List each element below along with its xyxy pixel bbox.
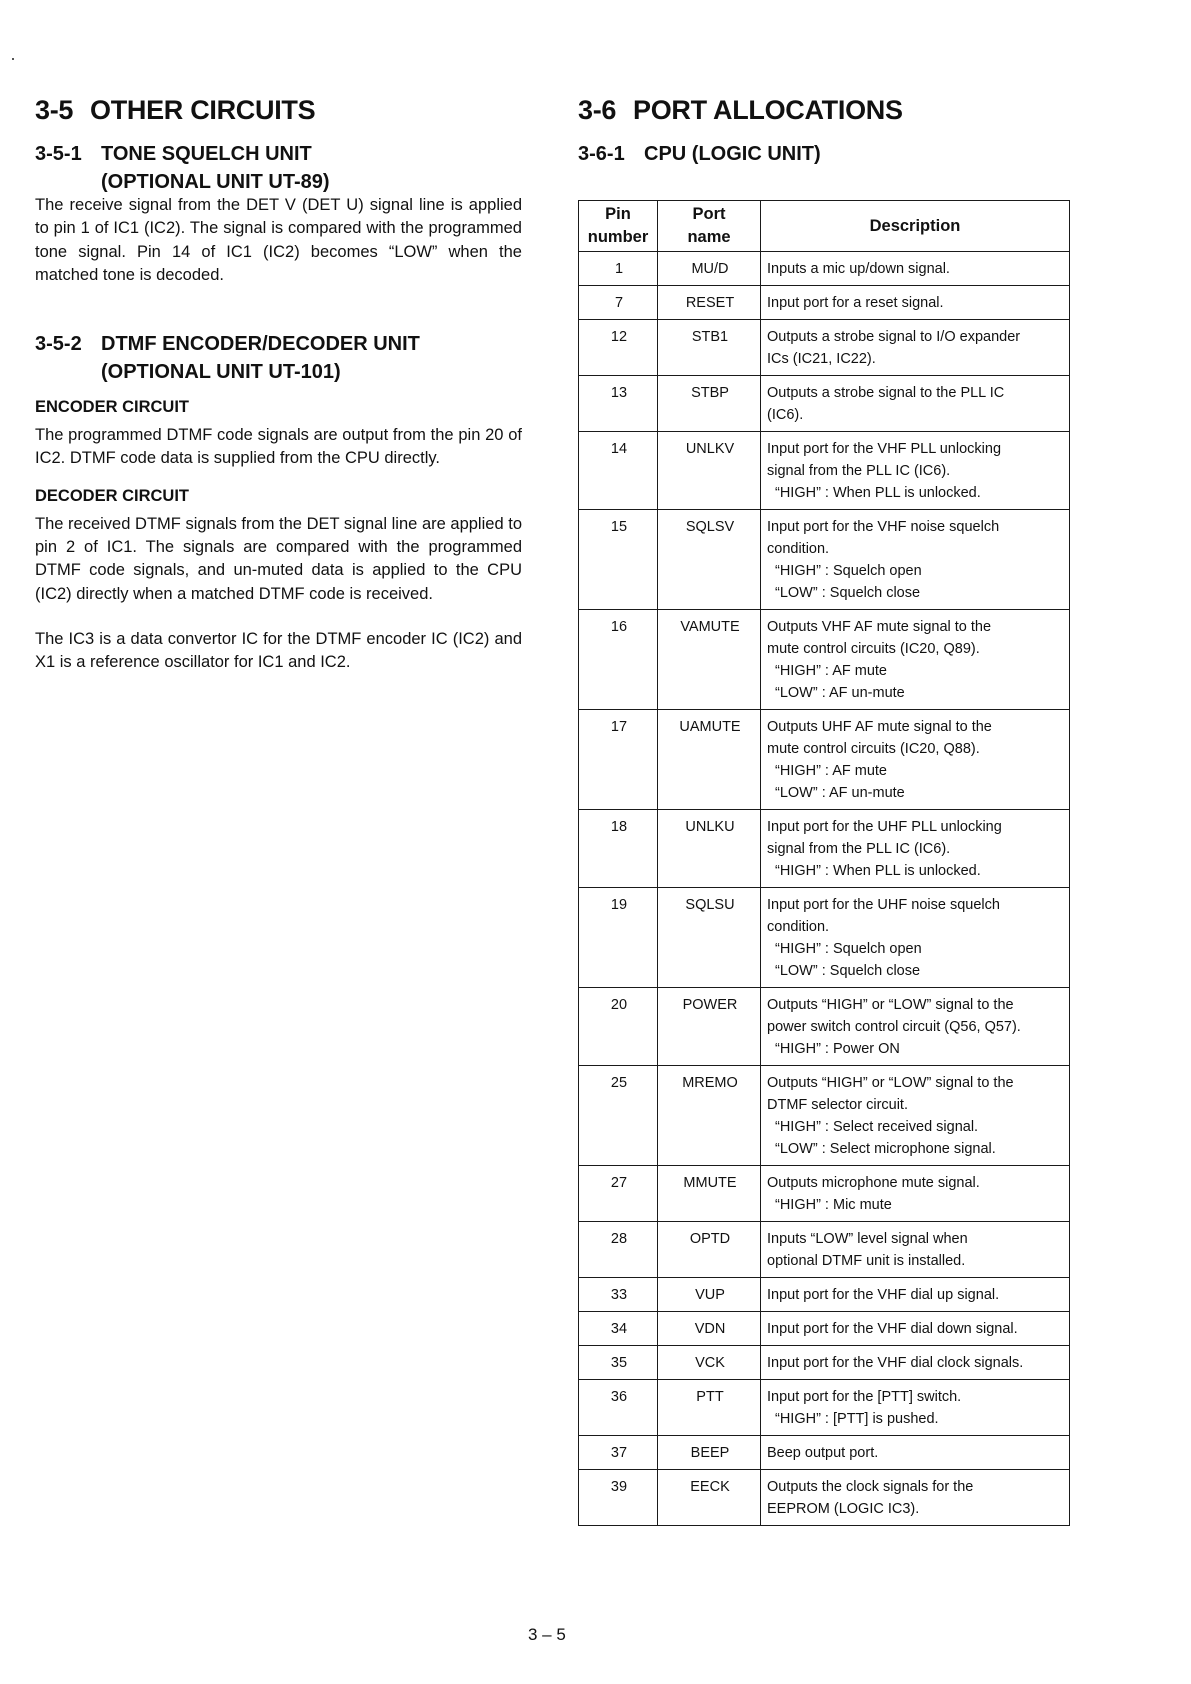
description-line: Outputs the clock signals for the — [767, 1479, 974, 1495]
table-row — [579, 1278, 1070, 1312]
description-line: “HIGH” : When PLL is unlocked. — [775, 863, 981, 879]
subsection-number: 3-5-1 — [35, 143, 82, 165]
port-name-cell: PTT — [658, 1380, 761, 1436]
table-row — [579, 1346, 1070, 1380]
description-line: Beep output port. — [767, 1445, 879, 1461]
description-line: condition. — [767, 919, 830, 935]
description-line: Outputs a strobe signal to the PLL IC — [767, 385, 1005, 401]
pin-number-cell: 39 — [579, 1470, 658, 1526]
description-line: optional DTMF unit is installed. — [767, 1253, 966, 1269]
description-line: mute control circuits (IC20, Q88). — [767, 741, 980, 757]
description-line: Input port for the VHF dial down signal. — [767, 1321, 1018, 1337]
port-name-cell: UAMUTE — [658, 710, 761, 810]
header-pin-line1: Pin — [605, 205, 631, 223]
description-line: Input port for a reset signal. — [767, 295, 944, 311]
port-name-cell: BEEP — [658, 1436, 761, 1470]
ic3-text: The IC3 is a data convertor IC for the DTMF encoder IC (IC2) and X1 is a reference oscillator for IC1 and IC2. — [35, 629, 522, 672]
description-line: Inputs “LOW” level signal when — [767, 1231, 968, 1247]
table-body — [579, 252, 1070, 1526]
table-row — [579, 1436, 1070, 1470]
cpu-heading — [578, 140, 1078, 168]
table-row — [579, 1380, 1070, 1436]
description-cell — [761, 1312, 1070, 1346]
dtmf-section — [35, 330, 522, 674]
description-line: EEPROM (LOGIC IC3). — [767, 1501, 920, 1517]
header-description: Description — [761, 201, 1070, 252]
table-row — [579, 432, 1070, 510]
description-cell — [761, 1470, 1070, 1526]
header-port-line1: Port — [692, 205, 726, 223]
section-heading-other-circuits — [35, 95, 522, 126]
subsection-title: DTMF ENCODER/DECODER UNIT — [101, 333, 420, 356]
description-line: “LOW” : Select microphone signal. — [775, 1141, 996, 1157]
pin-number-cell: 36 — [579, 1380, 658, 1436]
tone-squelch-text: The receive signal from the DET V (DET U) signal line is applied to pin 1 of IC1 (IC2). The signal is compared with the programmed tone signal. Pin 14 of IC1 (IC2) becomes “LOW” when the matched tone is decoded. — [35, 196, 522, 284]
port-name-cell: MREMO — [658, 1066, 761, 1166]
description-line: Outputs VHF AF mute signal to the — [767, 619, 992, 635]
table-row — [579, 988, 1070, 1066]
description-line: “HIGH” : [PTT] is pushed. — [775, 1411, 939, 1427]
section-title: PORT ALLOCATIONS — [633, 95, 903, 125]
table-row — [579, 1166, 1070, 1222]
description-cell — [761, 710, 1070, 810]
port-name-cell: UNLKU — [658, 810, 761, 888]
port-name-cell: STB1 — [658, 320, 761, 376]
description-line: Input port for the VHF PLL unlocking — [767, 441, 1002, 457]
description-line: “HIGH” : Select received signal. — [775, 1119, 979, 1135]
port-name-cell: VCK — [658, 1346, 761, 1380]
description-line: “HIGH” : AF mute — [775, 663, 887, 679]
table-row — [579, 1066, 1070, 1166]
subsection-title: TONE SQUELCH UNIT — [101, 143, 312, 165]
description-cell — [761, 510, 1070, 610]
section-number: 3-5 — [35, 95, 74, 125]
encoder-heading: ENCODER CIRCUIT — [35, 398, 190, 417]
description-line: “LOW” : AF un-mute — [775, 685, 905, 701]
tone-squelch-heading — [35, 140, 522, 196]
decoder-heading: DECODER CIRCUIT — [35, 486, 190, 505]
description-line: Input port for the [PTT] switch. — [767, 1389, 962, 1405]
table-row — [579, 1470, 1070, 1526]
description-line: signal from the PLL IC (IC6). — [767, 463, 951, 479]
port-name-cell: VDN — [658, 1312, 761, 1346]
description-line: Input port for the VHF dial up signal. — [767, 1287, 1000, 1303]
table-row — [579, 710, 1070, 810]
description-cell — [761, 988, 1070, 1066]
table-row — [579, 320, 1070, 376]
pin-number-cell: 15 — [579, 510, 658, 610]
port-name-cell: SQLSU — [658, 888, 761, 988]
description-line: Input port for the VHF dial clock signals. — [767, 1355, 1024, 1371]
description-cell — [761, 252, 1070, 286]
description-cell — [761, 1066, 1070, 1166]
pin-number-cell: 28 — [579, 1222, 658, 1278]
table-row — [579, 510, 1070, 610]
left-column — [35, 95, 522, 675]
pin-number-cell: 16 — [579, 610, 658, 710]
description-line: signal from the PLL IC (IC6). — [767, 841, 951, 857]
header-pin-line2: number — [587, 228, 649, 246]
description-cell — [761, 1346, 1070, 1380]
pin-number-cell: 37 — [579, 1436, 658, 1470]
subsection-number: 3-5-2 — [35, 333, 82, 356]
description-line: Input port for the UHF noise squelch — [767, 897, 1000, 913]
description-line: Outputs a strobe signal to I/O expander — [767, 329, 1021, 345]
description-line: “LOW” : AF un-mute — [775, 785, 905, 801]
pin-number-cell: 13 — [579, 376, 658, 432]
description-line: power switch control circuit (Q56, Q57). — [767, 1019, 1021, 1035]
table-row — [579, 1312, 1070, 1346]
description-line: Inputs a mic up/down signal. — [767, 261, 950, 277]
description-line: Outputs “HIGH” or “LOW” signal to the — [767, 1075, 1014, 1091]
port-name-cell: MU/D — [658, 252, 761, 286]
description-line: ICs (IC21, IC22). — [767, 351, 876, 367]
description-cell — [761, 376, 1070, 432]
pin-number-cell: 25 — [579, 1066, 658, 1166]
description-line: “HIGH” : Power ON — [775, 1041, 900, 1057]
port-name-cell: VUP — [658, 1278, 761, 1312]
description-line: mute control circuits (IC20, Q89). — [767, 641, 980, 657]
description-line: Outputs UHF AF mute signal to the — [767, 719, 992, 735]
description-cell — [761, 1222, 1070, 1278]
description-cell — [761, 1380, 1070, 1436]
port-name-cell: RESET — [658, 286, 761, 320]
description-cell — [761, 888, 1070, 988]
description-line: Input port for the VHF noise squelch — [767, 519, 1000, 535]
description-line: “HIGH” : Mic mute — [775, 1197, 892, 1213]
port-name-cell: UNLKV — [658, 432, 761, 510]
table-row — [579, 376, 1070, 432]
pin-number-cell: 27 — [579, 1166, 658, 1222]
description-cell — [761, 1436, 1070, 1470]
pin-number-cell: 33 — [579, 1278, 658, 1312]
subsection-subtitle: (OPTIONAL UNIT UT-101) — [101, 361, 341, 384]
port-name-cell: OPTD — [658, 1222, 761, 1278]
table-row — [579, 1222, 1070, 1278]
pin-number-cell: 7 — [579, 286, 658, 320]
port-name-cell: POWER — [658, 988, 761, 1066]
subsection-subtitle: (OPTIONAL UNIT UT-89) — [101, 171, 330, 193]
description-line: “HIGH” : AF mute — [775, 763, 887, 779]
description-line: Input port for the UHF PLL unlocking — [767, 819, 1002, 835]
encoder-text: The programmed DTMF code signals are output from the pin 20 of IC2. DTMF code data is supplied from the CPU directly. — [35, 426, 522, 468]
description-cell — [761, 1166, 1070, 1222]
right-column — [578, 95, 1078, 1517]
description-line: “HIGH” : Squelch open — [775, 563, 922, 579]
description-cell — [761, 610, 1070, 710]
description-line: DTMF selector circuit. — [767, 1097, 908, 1113]
port-name-cell: VAMUTE — [658, 610, 761, 710]
header-port-line2: name — [687, 228, 731, 246]
description-cell — [761, 810, 1070, 888]
pin-number-cell: 18 — [579, 810, 658, 888]
description-line: (IC6). — [767, 407, 804, 423]
section-heading-port-allocations — [578, 95, 1078, 126]
tone-squelch-section — [35, 140, 522, 287]
description-line: “LOW” : Squelch close — [775, 963, 921, 979]
pin-number-cell: 20 — [579, 988, 658, 1066]
pin-number-cell: 12 — [579, 320, 658, 376]
table-row — [579, 888, 1070, 988]
description-line: Outputs “HIGH” or “LOW” signal to the — [767, 997, 1014, 1013]
port-name-cell: SQLSV — [658, 510, 761, 610]
decoder-text: The received DTMF signals from the DET signal line are applied to pin 2 of IC1. The signals are compared with the programmed DTMF code signals, and un-muted data is applied to the CPU (IC2) directly when a matched DTMF code is received. — [35, 514, 522, 603]
subsection-number: 3-6-1 — [578, 143, 625, 165]
header-port-name — [658, 201, 761, 252]
header-pin-number — [579, 201, 658, 252]
pin-number-cell: 35 — [579, 1346, 658, 1380]
description-line: “LOW” : Squelch close — [775, 585, 921, 601]
port-name-cell: EECK — [658, 1470, 761, 1526]
dtmf-heading — [35, 330, 522, 386]
table-row — [579, 252, 1070, 286]
port-name-cell: STBP — [658, 376, 761, 432]
table-header-row — [579, 201, 1070, 252]
table-row — [579, 610, 1070, 710]
page-number: 3 – 5 — [528, 1625, 566, 1644]
section-title: OTHER CIRCUITS — [90, 95, 316, 125]
pin-number-cell: 19 — [579, 888, 658, 988]
pin-number-cell: 34 — [579, 1312, 658, 1346]
description-line: condition. — [767, 541, 830, 557]
pin-number-cell: 1 — [579, 252, 658, 286]
pin-number-cell: 14 — [579, 432, 658, 510]
section-number: 3-6 — [578, 95, 617, 125]
table-row — [579, 286, 1070, 320]
table-row — [579, 810, 1070, 888]
description-line: Outputs microphone mute signal. — [767, 1175, 980, 1191]
description-line: “HIGH” : Squelch open — [775, 941, 922, 957]
pin-number-cell: 17 — [579, 710, 658, 810]
port-name-cell: MMUTE — [658, 1166, 761, 1222]
description-cell — [761, 1278, 1070, 1312]
port-allocation-table — [578, 200, 1070, 1526]
scan-speck — [12, 58, 14, 60]
description-cell — [761, 320, 1070, 376]
description-cell — [761, 286, 1070, 320]
description-cell — [761, 432, 1070, 510]
description-line: “HIGH” : When PLL is unlocked. — [775, 485, 981, 501]
subsection-title: CPU (LOGIC UNIT) — [644, 143, 821, 165]
